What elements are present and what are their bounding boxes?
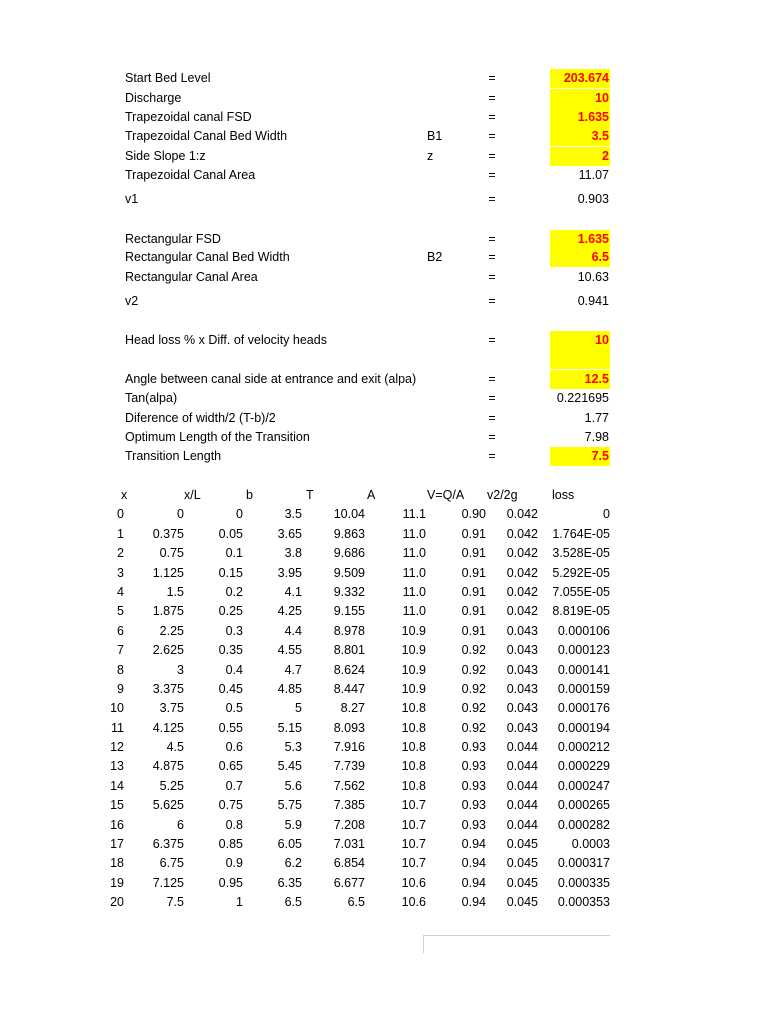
param-value: 0.941: [577, 294, 609, 308]
cell-x-over-l: 4.125: [152, 720, 184, 735]
param-row: [0, 248, 768, 267]
cell-x-index: 18: [110, 856, 124, 871]
cell-b: 0.75: [218, 798, 243, 813]
cell-velocity: 10.8: [401, 720, 426, 735]
table-row: [0, 661, 768, 680]
cell-x-index: 10: [110, 701, 124, 716]
cell-loss: 1.764E-05: [552, 526, 610, 541]
table-row: [0, 564, 768, 583]
cell-v2-2g: 0.042: [506, 507, 538, 522]
cell-x-over-l: 3.75: [159, 701, 184, 716]
cell-b: 0.35: [218, 643, 243, 658]
cell-v2-2g: 0.044: [506, 817, 538, 832]
cell-loss: 0.0003: [571, 837, 610, 852]
cell-loss: 0.000247: [557, 778, 610, 793]
param-input-cell[interactable]: 1.635: [550, 108, 610, 127]
cell-x-index: 6: [117, 623, 124, 638]
cell-velocity: 10.8: [401, 740, 426, 755]
cell-x-over-l: 4.875: [152, 759, 184, 774]
cell-v2-2g: 0.044: [506, 740, 538, 755]
cell-x-over-l: 1.125: [152, 565, 184, 580]
param-input-cell[interactable]: 1.635: [550, 230, 610, 249]
equals-sign: =: [488, 149, 496, 163]
cell-t: 4.55: [277, 643, 302, 658]
cell-velocity: 11.1: [402, 507, 426, 522]
cell-v2-2g: 0.042: [506, 546, 538, 561]
cell-velocity: 10.7: [401, 837, 426, 852]
cell-velocity: 11.0: [402, 604, 426, 619]
cell-v2-2g: 0.043: [506, 662, 538, 677]
table-row: [0, 583, 768, 602]
param-input-cell[interactable]: 12.5: [550, 370, 610, 389]
cell-x-index: 12: [110, 740, 124, 755]
param-row: [0, 69, 768, 88]
cell-a: 7.031: [333, 837, 365, 852]
cell-a: 9.155: [333, 604, 365, 619]
header-velocity: V=Q/A: [427, 488, 465, 502]
cell-v2-2g: 0.042: [506, 584, 538, 599]
param-symbol: B2: [427, 250, 443, 264]
param-value: 10.63: [577, 270, 609, 284]
param-label: Angle between canal side at entrance and exit (alpa): [125, 372, 417, 386]
cell-v2-2g: 0.042: [506, 526, 538, 541]
cell-a: 10.04: [333, 507, 365, 522]
param-label: Trapezoidal canal FSD: [125, 110, 252, 124]
cell-loss: 5.292E-05: [552, 565, 610, 580]
cell-x-index: 13: [110, 759, 124, 774]
param-label: Head loss % x Diff. of velocity heads: [125, 333, 327, 347]
cell-x-index: 14: [110, 778, 124, 793]
cell-velocity: 11.0: [402, 546, 426, 561]
cell-velocity: 10.6: [401, 895, 426, 910]
param-row: [0, 447, 768, 466]
cell-velocity-head: 0.93: [461, 798, 486, 813]
cell-v2-2g: 0.045: [506, 875, 538, 890]
cell-velocity: 10.7: [401, 856, 426, 871]
cell-x-index: 8: [117, 662, 124, 677]
param-value: 0.903: [577, 192, 609, 206]
cell-loss: 0.000353: [557, 895, 610, 910]
param-row: [0, 166, 768, 185]
param-label: Start Bed Level: [125, 71, 211, 85]
cell-t: 3.65: [277, 526, 302, 541]
cell-loss: 0.000141: [557, 662, 610, 677]
cell-x-index: 15: [110, 798, 124, 813]
cell-x-over-l: 6: [177, 817, 184, 832]
cell-velocity-head: 0.93: [461, 740, 486, 755]
cell-v2-2g: 0.043: [506, 701, 538, 716]
cell-a: 7.739: [333, 759, 365, 774]
header-velocity-head: v2/2g: [487, 488, 518, 502]
cell-a: 8.978: [333, 623, 365, 638]
param-row: [0, 409, 768, 428]
cell-loss: 0.000106: [557, 623, 610, 638]
cell-x-over-l: 1.5: [166, 584, 184, 599]
param-row: [0, 292, 768, 311]
param-label: Discharge: [125, 91, 182, 105]
param-row: [0, 428, 768, 447]
cell-b: 0.6: [225, 740, 243, 755]
chart-frame-edge: [423, 935, 610, 936]
cell-loss: 0: [603, 507, 610, 522]
cell-v2-2g: 0.045: [506, 856, 538, 871]
cell-x-over-l: 0.375: [152, 526, 184, 541]
cell-velocity-head: 0.91: [461, 526, 486, 541]
cell-a: 7.208: [333, 817, 365, 832]
cell-velocity: 10.8: [401, 778, 426, 793]
cell-x-over-l: 5.25: [159, 778, 184, 793]
cell-velocity: 10.9: [401, 643, 426, 658]
cell-b: 0.45: [218, 681, 243, 696]
header-a: A: [367, 488, 376, 502]
cell-velocity: 10.7: [401, 798, 426, 813]
param-input-cell[interactable]: 3.5: [550, 127, 610, 146]
param-row: [0, 190, 768, 209]
cell-velocity-head: 0.92: [461, 662, 486, 677]
cell-b: 0.4: [225, 662, 243, 677]
param-input-cell[interactable]: 10: [550, 89, 610, 108]
cell-a: 9.332: [333, 584, 365, 599]
cell-v2-2g: 0.043: [506, 643, 538, 658]
cell-v2-2g: 0.043: [506, 681, 538, 696]
cell-b: 0.65: [218, 759, 243, 774]
table-row: [0, 641, 768, 660]
cell-x-over-l: 3: [177, 662, 184, 677]
cell-loss: 0.000282: [557, 817, 610, 832]
cell-velocity: 10.9: [401, 623, 426, 638]
cell-loss: 3.528E-05: [552, 546, 610, 561]
param-value: 1.77: [584, 411, 609, 425]
cell-velocity: 10.9: [401, 662, 426, 677]
equals-sign: =: [488, 430, 496, 444]
table-row: [0, 544, 768, 563]
table-row: [0, 719, 768, 738]
cell-t: 5.3: [284, 740, 302, 755]
cell-velocity-head: 0.93: [461, 778, 486, 793]
cell-velocity-head: 0.94: [461, 895, 486, 910]
table-row: [0, 680, 768, 699]
cell-loss: 7.055E-05: [552, 584, 610, 599]
cell-velocity-head: 0.92: [461, 643, 486, 658]
cell-velocity-head: 0.93: [461, 817, 486, 832]
cell-velocity-head: 0.92: [461, 720, 486, 735]
cell-a: 9.509: [333, 565, 365, 580]
cell-b: 0.85: [218, 837, 243, 852]
cell-v2-2g: 0.045: [506, 895, 538, 910]
cell-x-over-l: 7.125: [152, 875, 184, 890]
cell-x-index: 3: [117, 565, 124, 580]
param-row: [0, 389, 768, 408]
cell-b: 0.8: [225, 817, 243, 832]
cell-t: 4.7: [284, 662, 302, 677]
chart-frame-edge-left: [423, 935, 424, 953]
equals-sign: =: [488, 294, 496, 308]
cell-v2-2g: 0.044: [506, 798, 538, 813]
cell-x-index: 11: [111, 720, 124, 735]
cell-b: 0.5: [225, 701, 243, 716]
cell-a: 8.624: [333, 662, 365, 677]
header-loss: loss: [552, 488, 575, 502]
table-row: [0, 816, 768, 835]
cell-t: 4.85: [277, 681, 302, 696]
cell-x-index: 7: [117, 643, 124, 658]
cell-b: 0.25: [218, 604, 243, 619]
cell-t: 5.6: [284, 778, 302, 793]
param-value: 11.07: [578, 168, 609, 182]
cell-t: 4.4: [284, 623, 302, 638]
equals-sign: =: [488, 411, 496, 425]
cell-b: 0: [236, 507, 243, 522]
cell-x-index: 4: [117, 584, 124, 599]
cell-t: 6.35: [277, 875, 302, 890]
param-label: Side Slope 1:z: [125, 149, 206, 163]
cell-v2-2g: 0.044: [506, 759, 538, 774]
table-row: [0, 874, 768, 893]
cell-velocity-head: 0.94: [461, 837, 486, 852]
param-row: [0, 370, 768, 389]
table-row: [0, 525, 768, 544]
cell-loss: 0.000317: [557, 856, 610, 871]
equals-sign: =: [488, 232, 496, 246]
cell-x-over-l: 6.75: [159, 856, 184, 871]
cell-b: 0.7: [225, 778, 243, 793]
cell-b: 0.15: [218, 565, 243, 580]
param-label: Rectangular Canal Area: [125, 270, 258, 284]
cell-b: 0.3: [225, 623, 243, 638]
cell-velocity-head: 0.91: [461, 604, 486, 619]
cell-t: 5.75: [277, 798, 302, 813]
param-label: Optimum Length of the Transition: [125, 430, 310, 444]
cell-v2-2g: 0.043: [506, 623, 538, 638]
cell-t: 3.8: [284, 546, 302, 561]
equals-sign: =: [488, 129, 496, 143]
table-row: [0, 893, 768, 912]
param-label: Rectangular FSD: [125, 232, 221, 246]
param-row: [0, 108, 768, 127]
param-label: Rectangular Canal Bed Width: [125, 250, 290, 264]
cell-b: 0.2: [225, 584, 243, 599]
param-value: 0.221695: [556, 391, 609, 405]
cell-t: 5.45: [277, 759, 302, 774]
table-body: [0, 505, 768, 912]
table-row: [0, 602, 768, 621]
param-row: [0, 147, 768, 166]
cell-loss: 8.819E-05: [552, 604, 610, 619]
table-row: [0, 777, 768, 796]
cell-x-index: 1: [117, 526, 124, 541]
cell-a: 7.385: [333, 798, 365, 813]
cell-velocity-head: 0.91: [461, 623, 486, 638]
cell-a: 8.27: [340, 701, 365, 716]
cell-x-index: 19: [110, 875, 124, 890]
cell-a: 8.093: [333, 720, 365, 735]
cell-velocity-head: 0.91: [461, 584, 486, 599]
header-x-over-l: x/L: [184, 488, 201, 502]
cell-velocity: 10.6: [401, 875, 426, 890]
cell-b: 0.05: [218, 526, 243, 541]
param-value: 7.98: [584, 430, 609, 444]
param-label: Diference of width/2 (T-b)/2: [125, 411, 276, 425]
cell-x-over-l: 2.625: [152, 643, 184, 658]
cell-x-over-l: 2.25: [159, 623, 184, 638]
cell-v2-2g: 0.045: [506, 837, 538, 852]
cell-loss: 0.000194: [557, 720, 610, 735]
header-t: T: [306, 488, 314, 502]
param-label: v2: [125, 294, 139, 308]
cell-t: 3.95: [277, 565, 302, 580]
cell-a: 6.854: [333, 856, 365, 871]
cell-velocity: 10.9: [401, 681, 426, 696]
cell-b: 1: [236, 895, 243, 910]
param-row: [0, 89, 768, 108]
cell-v2-2g: 0.044: [506, 778, 538, 793]
param-row: [0, 127, 768, 146]
param-input-cell[interactable]: 7.5: [550, 447, 610, 466]
cell-velocity: 10.7: [401, 817, 426, 832]
cell-loss: 0.000176: [557, 701, 610, 716]
cell-velocity-head: 0.94: [461, 856, 486, 871]
cell-a: 9.686: [333, 546, 365, 561]
param-input-cell[interactable]: 2: [550, 147, 610, 166]
equals-sign: =: [488, 372, 496, 386]
table-row: [0, 622, 768, 641]
cell-x-index: 9: [117, 681, 124, 696]
param-label: Transition Length: [125, 449, 222, 463]
param-label: v1: [125, 192, 139, 206]
table-row: [0, 835, 768, 854]
cell-t: 4.25: [277, 604, 302, 619]
table-header-row: [0, 486, 768, 505]
table-row: [0, 738, 768, 757]
cell-x-over-l: 7.5: [166, 895, 184, 910]
param-symbol: B1: [427, 129, 443, 143]
header-x: x: [121, 488, 128, 502]
table-row: [0, 699, 768, 718]
cell-loss: 0.000265: [557, 798, 610, 813]
cell-velocity-head: 0.90: [461, 507, 486, 522]
param-label: Trapezoidal Canal Bed Width: [125, 129, 288, 143]
cell-velocity: 11.0: [402, 584, 426, 599]
cell-x-over-l: 1.875: [152, 604, 184, 619]
transition-table: [0, 486, 768, 913]
cell-v2-2g: 0.042: [506, 565, 538, 580]
param-row: [0, 230, 768, 249]
cell-a: 8.801: [333, 643, 365, 658]
cell-a: 6.5: [347, 895, 365, 910]
cell-x-over-l: 0.75: [159, 546, 184, 561]
param-label: Tan(alpa): [125, 391, 178, 405]
header-b: b: [246, 488, 253, 502]
cell-velocity-head: 0.94: [461, 875, 486, 890]
equals-sign: =: [488, 168, 496, 182]
cell-x-index: 2: [117, 546, 124, 561]
cell-velocity-head: 0.91: [461, 546, 486, 561]
param-row: [0, 331, 768, 369]
cell-a: 7.562: [333, 778, 365, 793]
cell-loss: 0.000159: [557, 681, 610, 696]
cell-a: 8.447: [333, 681, 365, 696]
equals-sign: =: [488, 110, 496, 124]
cell-x-over-l: 4.5: [166, 740, 184, 755]
cell-t: 5: [295, 701, 302, 716]
table-row: [0, 505, 768, 524]
equals-sign: =: [488, 71, 496, 85]
equals-sign: =: [488, 391, 496, 405]
cell-loss: 0.000335: [557, 875, 610, 890]
cell-loss: 0.000123: [557, 643, 610, 658]
cell-t: 4.1: [284, 584, 302, 599]
cell-x-over-l: 0: [177, 507, 184, 522]
cell-t: 5.9: [284, 817, 302, 832]
cell-v2-2g: 0.043: [506, 720, 538, 735]
cell-v2-2g: 0.042: [506, 604, 538, 619]
cell-x-index: 20: [110, 895, 124, 910]
cell-velocity-head: 0.92: [461, 681, 486, 696]
cell-x-over-l: 3.375: [152, 681, 184, 696]
equals-sign: =: [488, 250, 496, 264]
cell-x-over-l: 5.625: [152, 798, 184, 813]
cell-b: 0.55: [218, 720, 243, 735]
cell-velocity-head: 0.93: [461, 759, 486, 774]
cell-a: 6.677: [333, 875, 365, 890]
cell-t: 6.2: [284, 856, 302, 871]
param-input-cell[interactable]: 6.5: [550, 248, 610, 267]
equals-sign: =: [488, 449, 496, 463]
param-symbol: z: [427, 149, 434, 163]
cell-loss: 0.000229: [557, 759, 610, 774]
equals-sign: =: [488, 270, 496, 284]
cell-x-index: 17: [110, 837, 124, 852]
cell-velocity-head: 0.91: [461, 565, 486, 580]
cell-a: 7.916: [333, 740, 365, 755]
param-row: [0, 268, 768, 287]
equals-sign: =: [488, 333, 496, 347]
cell-b: 0.1: [225, 546, 243, 561]
cell-x-index: 16: [110, 817, 124, 832]
cell-velocity: 10.8: [401, 759, 426, 774]
cell-x-index: 0: [117, 507, 124, 522]
cell-t: 5.15: [277, 720, 302, 735]
table-row: [0, 757, 768, 776]
cell-velocity: 11.0: [402, 526, 426, 541]
table-row: [0, 854, 768, 873]
cell-velocity: 10.8: [401, 701, 426, 716]
cell-b: 0.9: [225, 856, 243, 871]
cell-a: 9.863: [333, 526, 365, 541]
cell-b: 0.95: [218, 875, 243, 890]
cell-velocity-head: 0.92: [461, 701, 486, 716]
table-row: [0, 796, 768, 815]
equals-sign: =: [488, 91, 496, 105]
cell-t: 6.5: [284, 895, 302, 910]
cell-t: 3.5: [284, 507, 302, 522]
equals-sign: =: [488, 192, 496, 206]
cell-t: 6.05: [277, 837, 302, 852]
cell-x-over-l: 6.375: [152, 837, 184, 852]
cell-velocity: 11.0: [402, 565, 426, 580]
param-input-cell[interactable]: 203.674: [550, 69, 610, 88]
param-label: Trapezoidal Canal Area: [125, 168, 256, 182]
param-input-cell[interactable]: 10: [550, 331, 610, 369]
cell-x-index: 5: [117, 604, 124, 619]
cell-loss: 0.000212: [557, 740, 610, 755]
